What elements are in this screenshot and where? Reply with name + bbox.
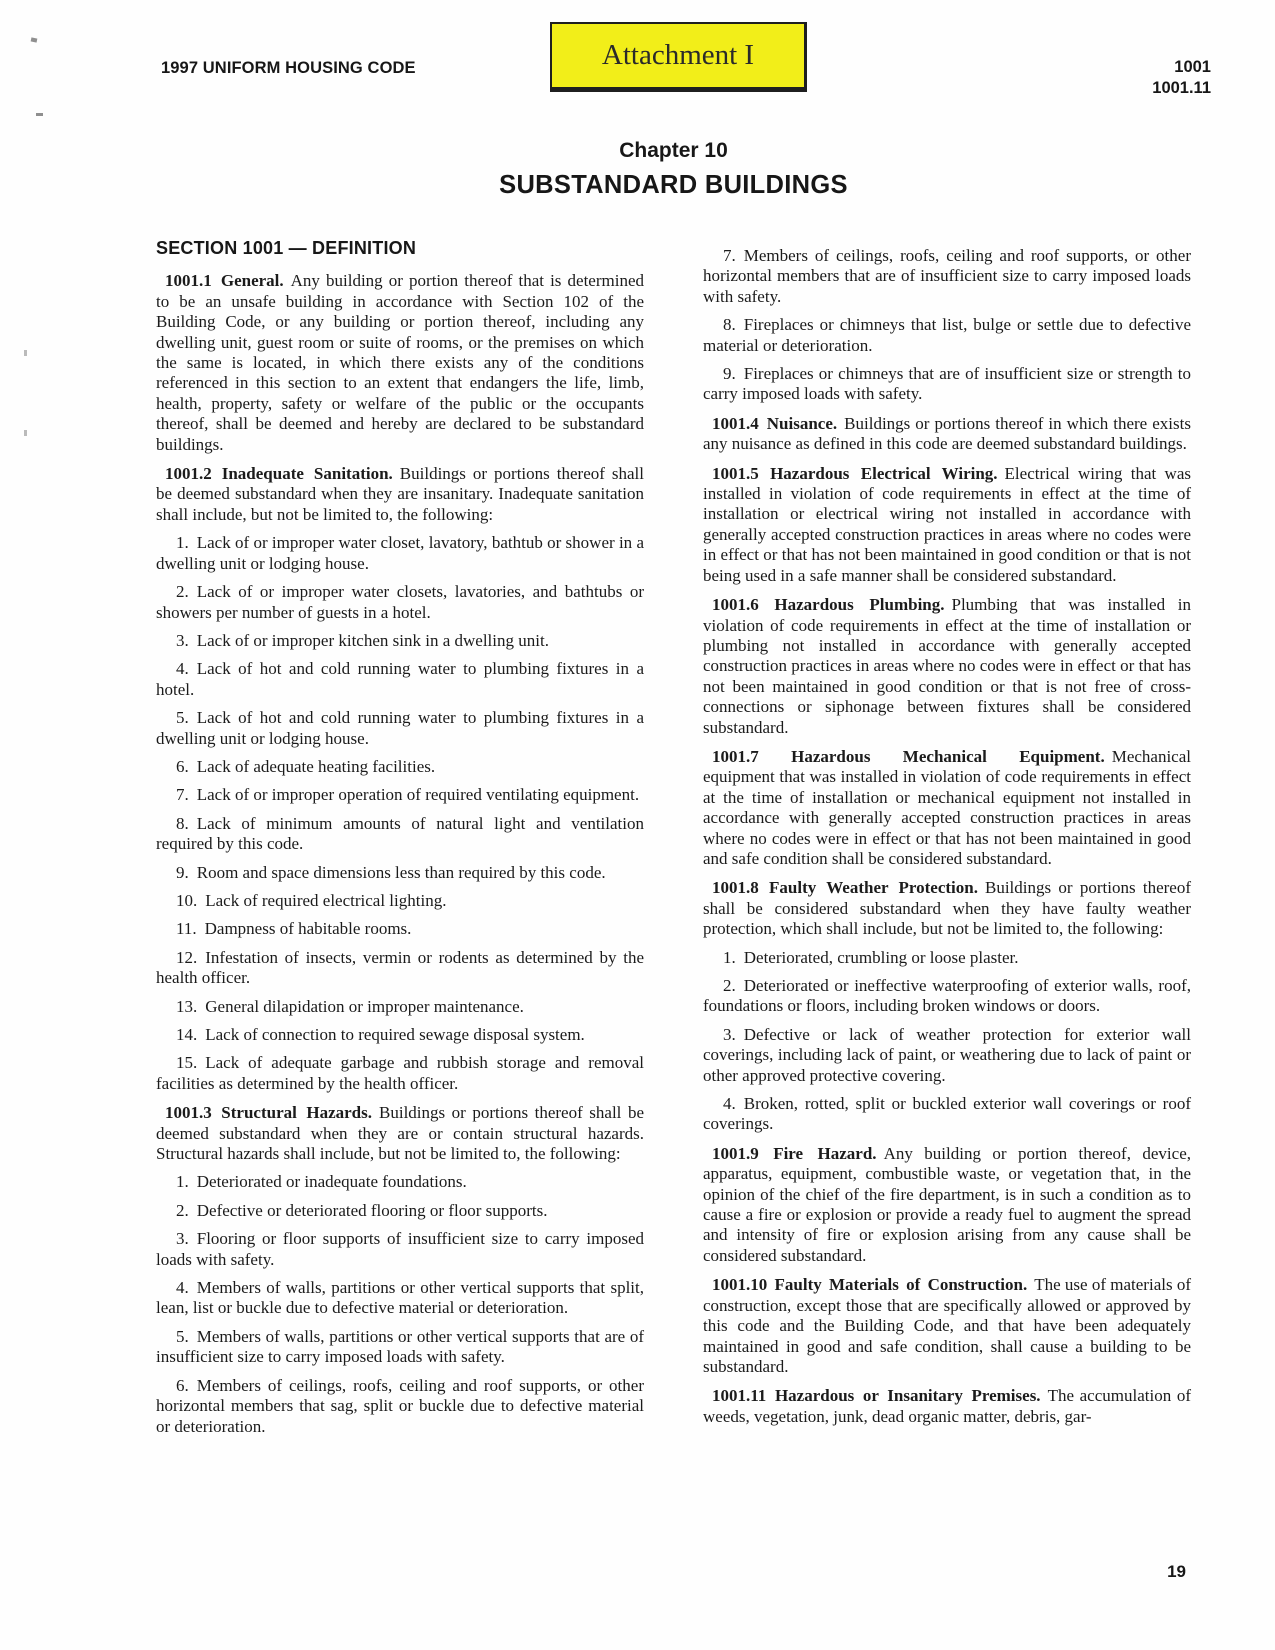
clause-text: Plumbing that was installed in violation of code requirements in effect at the time of installation or plumbing not installed in accordance with generally accepted construction practices in areas where no codes were in effect or that has not been maintained in good condition or that is not free of cross-connections or siphonage between fixtures shall be considered substandard. (703, 595, 1191, 737)
item-number: 7. (176, 785, 189, 805)
list-item (703, 940, 1191, 968)
chapter-title-block (156, 139, 1191, 200)
clause-number: 1001.6 Hazardous Plumbing. (712, 595, 945, 615)
item-number: 3. (723, 1024, 736, 1044)
list-item (156, 1017, 644, 1045)
item-number: 1. (723, 947, 736, 967)
list-item (156, 700, 644, 749)
item-number: 8. (723, 315, 736, 335)
clause-paragraph (156, 1094, 644, 1164)
clause-paragraph (703, 455, 1191, 586)
clause-paragraph (703, 869, 1191, 939)
item-text: Infestation of insects, vermin or rodents as determined by the health officer. (156, 947, 644, 988)
header-section-refs (1000, 57, 1211, 99)
chapter-number: Chapter 10 (619, 139, 728, 162)
list-item (156, 1319, 644, 1368)
item-text: Members of walls, partitions or other vertical supports that split, lean, list or buckle due to defective material or deterioration. (156, 1278, 644, 1318)
item-text: Lack of or improper water closet, lavatory, bathtub or shower in a dwelling unit or lodging house. (156, 533, 644, 573)
clause-text: Any building or portion thereof, device, apparatus, equipment, combustible waste, or vegetation that, in the opinion of the chief of the fire department, is in such a condition as to cause a fire or explosion or provide a ready fuel to augment the spread and intensity of fire or explosion arising from any cause shall be considered substandard. (703, 1143, 1191, 1265)
item-number: 11. (176, 919, 197, 939)
item-number: 1. (176, 1172, 189, 1192)
clause-text: Buildings or portions thereof shall be deemed substandard when they are insanitary. Inadequate sanitation shall include, but not be limited to, the following: (156, 464, 644, 524)
item-number: 3. (176, 630, 189, 650)
item-text: Lack of connection to required sewage disposal system. (205, 1025, 585, 1044)
attachment-stamp (550, 22, 807, 92)
list-item (156, 651, 644, 700)
page-number: 19 (1167, 1562, 1186, 1581)
item-text: Lack of or improper water closets, lavatories, and bathtubs or showers per number of guests in a hotel. (156, 582, 644, 622)
item-number: 15. (176, 1053, 198, 1073)
clause-number: 1001.1 General. (165, 271, 284, 291)
item-number: 12. (176, 947, 198, 967)
list-item (703, 356, 1191, 405)
list-item (156, 623, 644, 651)
clause-paragraph (703, 1266, 1191, 1377)
item-text: Deteriorated, crumbling or loose plaster. (743, 947, 1019, 967)
item-text: Lack of hot and cold running water to plumbing fixtures in a dwelling unit or lodging house. (156, 708, 644, 748)
clause-paragraph (703, 586, 1191, 738)
clause-text: The use of materials of construction, except those that are specifically allowed or approved by this code and the Building Code, and that have been adequately maintained in good and safe condition, shall cause a building to be substandard. (703, 1275, 1192, 1376)
item-number: 8. (176, 813, 189, 833)
clause-paragraph (703, 738, 1191, 869)
clause-text: Mechanical equipment that was installed in violation of code requirements in effect at the time of installation or mechanical equipment not installed in accordance with generally accepted construction practices in areas where no codes were in effect or that has not been maintained in good and safe condition shall be considered substandard. (703, 746, 1191, 868)
item-number: 4. (723, 1094, 736, 1114)
item-text: Deteriorated or inadequate foundations. (196, 1172, 467, 1192)
item-text: Lack of or improper operation of required ventilating equipment. (196, 785, 640, 805)
header-subsection-ref: 1001.11 (1152, 79, 1211, 97)
left-column (156, 238, 644, 1437)
body-columns (156, 238, 1191, 1437)
list-item (156, 574, 644, 623)
item-number: 9. (176, 862, 189, 882)
item-text: Dampness of habitable rooms. (204, 919, 412, 939)
clause-paragraph (156, 262, 644, 455)
list-item (156, 883, 644, 911)
list-item (703, 1017, 1191, 1086)
list-item (703, 307, 1191, 356)
item-number: 2. (723, 976, 736, 995)
item-text: Flooring or floor supports of insufficient size to carry imposed loads with safety. (156, 1229, 644, 1269)
clause-text: Buildings or portions thereof in which there exists any nuisance as defined in this code are deemed substandard buildings. (703, 413, 1191, 454)
item-text: General dilapidation or improper maintenance. (205, 996, 524, 1016)
list-item (156, 777, 644, 805)
item-text: Fireplaces or chimneys that are of insufficient size or strength to carry imposed loads with safety. (703, 364, 1191, 404)
clause-number: 1001.4 Nuisance. (712, 413, 838, 433)
item-number: 6. (176, 1375, 189, 1395)
clause-number: 1001.11 Hazardous or Insanitary Premises. (712, 1386, 1041, 1406)
item-number: 5. (176, 1326, 189, 1346)
scan-artifact (24, 430, 27, 436)
item-number: 13. (176, 996, 198, 1016)
item-number: 2. (176, 1200, 189, 1220)
list-item (156, 1193, 644, 1221)
item-number: 2. (176, 582, 189, 602)
item-text: Lack of hot and cold running water to plumbing fixtures in a hotel. (156, 659, 644, 699)
item-number: 1. (176, 533, 189, 553)
list-item (156, 806, 644, 855)
header-section-ref: 1001 (1174, 58, 1211, 76)
item-text: Defective or lack of weather protection for exterior wall coverings, including lack of paint, or weathering due to lack of paint or other approved protective covering. (703, 1024, 1191, 1085)
item-text: Lack of or improper kitchen sink in a dwelling unit. (196, 630, 549, 650)
scan-artifact (31, 37, 38, 42)
list-item (156, 525, 644, 574)
item-text: Lack of minimum amounts of natural light and ventilation required by this code. (156, 813, 644, 854)
clause-number: 1001.3 Structural Hazards. (165, 1103, 373, 1123)
clause-text: Buildings or portions thereof shall be considered substandard when they have faulty weather protection, which shall include, but not be limited to, the following: (703, 878, 1191, 939)
attachment-label: Attachment I (601, 39, 755, 71)
item-text: Defective or deteriorated flooring or floor supports. (196, 1200, 548, 1220)
scan-artifact (24, 350, 27, 356)
header-journal-title: 1997 UNIFORM HOUSING CODE (161, 59, 416, 77)
list-item (156, 940, 644, 989)
list-item (156, 1045, 644, 1094)
item-number: 14. (176, 1025, 198, 1044)
clause-number: 1001.5 Hazardous Electrical Wiring. (712, 463, 998, 483)
list-item (156, 1368, 644, 1437)
item-number: 6. (176, 756, 189, 776)
clause-text: Buildings or portions thereof shall be deemed substandard when they are or contain structural hazards. Structural hazards shall include, but not be limited to, the following: (156, 1103, 644, 1164)
clause-number: 1001.10 Faulty Materials of Construction. (712, 1275, 1028, 1295)
list-item (703, 1086, 1191, 1135)
item-number: 7. (723, 246, 736, 265)
clause-text: Electrical wiring that was installed in violation of code requirements in effect at the time of installation or electrical wiring not installed in accordance with generally accepted construction practices in areas where no codes were in effect or that has not been maintained in good condition or that is not being used in a safe manner shall be considered substandard. (703, 463, 1191, 585)
clause-text: The accumulation of weeds, vegetation, junk, dead organic matter, debris, gar- (703, 1386, 1191, 1426)
list-item (156, 1270, 644, 1319)
item-text: Members of ceilings, roofs, ceiling and roof supports, or other horizontal members that are of insufficient size to carry imposed loads with safety. (703, 246, 1191, 306)
chapter-name: SUBSTANDARD BUILDINGS (499, 171, 848, 199)
item-number: 4. (176, 1278, 189, 1298)
item-number: 9. (723, 364, 736, 384)
item-number: 10. (176, 890, 198, 910)
clause-text: Any building or portion thereof that is determined to be an unsafe building in accordance with Section 102 of the Building Code, or any building or portion thereof, including any dwelling unit, guest room or suite of rooms, or the premises on which the same is located, in which there exists any of the conditions referenced in this section to an extent that endangers the life, limb, health, property, safety or welfare of the public or the occupants thereof, shall be deemed and hereby are declared to be substandard buildings. (156, 271, 644, 454)
item-text: Lack of adequate heating facilities. (196, 756, 436, 776)
item-text: Members of ceilings, roofs, ceiling and roof supports, or other horizontal members that sag, split or buckle due to defective material or deterioration. (156, 1375, 644, 1436)
section-heading: SECTION 1001 — DEFINITION (156, 238, 417, 258)
item-text: Broken, rotted, split or buckled exterior wall coverings or roof coverings. (703, 1094, 1191, 1134)
clause-number: 1001.2 Inadequate Sanitation. (165, 464, 393, 484)
list-item (156, 1164, 644, 1192)
scan-artifact (36, 113, 43, 116)
list-item (703, 968, 1191, 1017)
clause-paragraph (703, 405, 1191, 455)
list-item (156, 749, 644, 777)
item-number: 5. (176, 708, 189, 728)
clause-number: 1001.9 Fire Hazard. (712, 1143, 877, 1163)
item-text: Deteriorated or ineffective waterproofing of exterior walls, roof, foundations or floors, including broken windows or doors. (703, 976, 1191, 1016)
item-text: Lack of required electrical lighting. (205, 890, 447, 910)
item-number: 3. (176, 1229, 189, 1249)
item-number: 4. (176, 659, 189, 679)
list-item (156, 989, 644, 1017)
clause-number: 1001.7 Hazardous Mechanical Equipment. (712, 746, 1105, 766)
list-item (156, 855, 644, 883)
item-text: Room and space dimensions less than required by this code. (196, 862, 606, 882)
clause-paragraph (703, 1377, 1191, 1427)
item-text: Members of walls, partitions or other vertical supports that are of insufficient size to carry imposed loads with safety. (156, 1326, 644, 1367)
item-text: Lack of adequate garbage and rubbish storage and removal facilities as determined by the health officer. (156, 1053, 644, 1093)
list-item (156, 911, 644, 939)
list-item (156, 1221, 644, 1270)
right-column (703, 238, 1191, 1437)
clause-paragraph (703, 1135, 1191, 1266)
item-text: Fireplaces or chimneys that list, bulge or settle due to defective material or deterioration. (703, 315, 1191, 355)
clause-paragraph (156, 455, 644, 525)
clause-number: 1001.8 Faulty Weather Protection. (712, 878, 978, 898)
list-item (703, 238, 1191, 307)
